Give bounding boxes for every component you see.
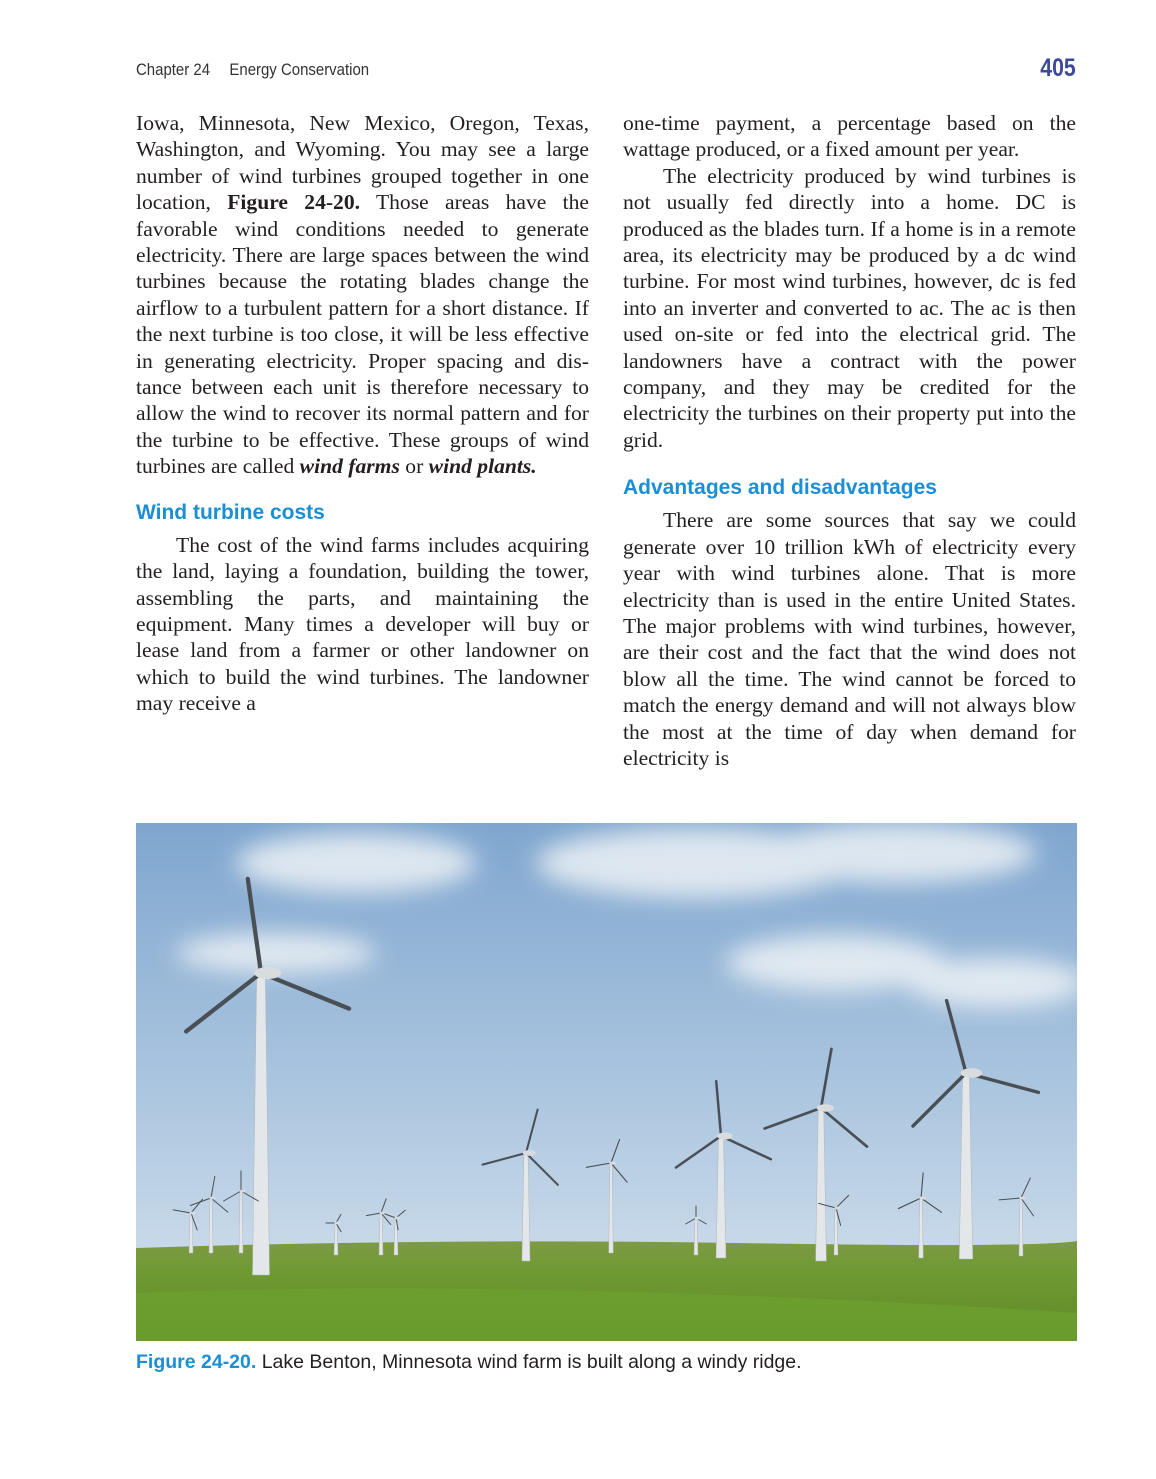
figure-reference: Figure 24-20. [227,190,361,215]
paragraph [136,110,589,480]
figure-label: Figure 24-20. [136,1351,257,1373]
section-heading: Advantages and disadvantages [623,476,937,500]
key-term: wind farms [299,454,400,479]
chapter-number: Chapter 24 [136,60,211,79]
text: Those areas have the favorable wind conditions needed to generate electricity. There are large spaces between the wind turbines because the rotating blades change the airflow to a turbulent pattern for a short distance. If the next turbine is too close, it will be less effective in generating electricity. Proper spacing and distance between each unit is therefore necessary to allow the wind to recover its normal pattern and for the turbine to be effective. These groups of wind turbines are called [136,190,590,479]
figure-caption [136,1351,802,1374]
key-term: wind plants. [428,454,537,479]
paragraph: The cost of the wind farms includes acquiring the land, laying a foundation, building the tower, assembling the parts, and maintaining the equipment. Many times a developer will buy or lease land from a farmer or other landowner on which to build the wind turbines. The landowner may receive a [136,532,589,716]
page-number: 405 [1040,54,1076,82]
paragraph: one-time payment, a percentage based on the wattage produced, or a fixed amount per year. [623,111,1076,162]
paragraph: The electricity produced by wind turbines is not usually fed directly into a home. DC is produced as the blades turn. If a home is in a remote area, its electricity may be produced by a dc wind turbine. For most wind turbines, however, dc is fed into an inverter and converted to ac. The ac is then used on-site or fed into the electrical grid. The landowners have a contract with the power company, and they may be credited for the electricity the turbines on their property put into the grid. [623,163,1076,452]
section-heading: Wind turbine costs [136,500,325,524]
text: or [399,454,429,479]
caption-text: Lake Benton, Minnesota wind farm is built along a windy ridge. [256,1351,802,1373]
wind-farm-photo [136,823,1077,1341]
text: Iowa, Minnesota, New Mexico, Oregon, Texas, Washington, and Wyoming. You may see a large number of wind turbines grouped together in one location, [136,111,589,215]
wind-farm-illustration [136,823,1077,1341]
chapter-title: Energy Conservation [229,60,370,79]
running-head [136,60,369,80]
left-column [136,110,589,717]
right-column [623,110,1076,771]
paragraph: There are some sources that say we could generate over 10 trillion kWh of electricity every year with wind turbines alone. That is more electricity than is used in the entire United States. The major problems with wind turbines, however, are their cost and the fact that the wind does not blow all the time. The wind cannot be forced to match the energy demand and will not always blow the most at the time of day when demand for electricity is [623,508,1076,770]
